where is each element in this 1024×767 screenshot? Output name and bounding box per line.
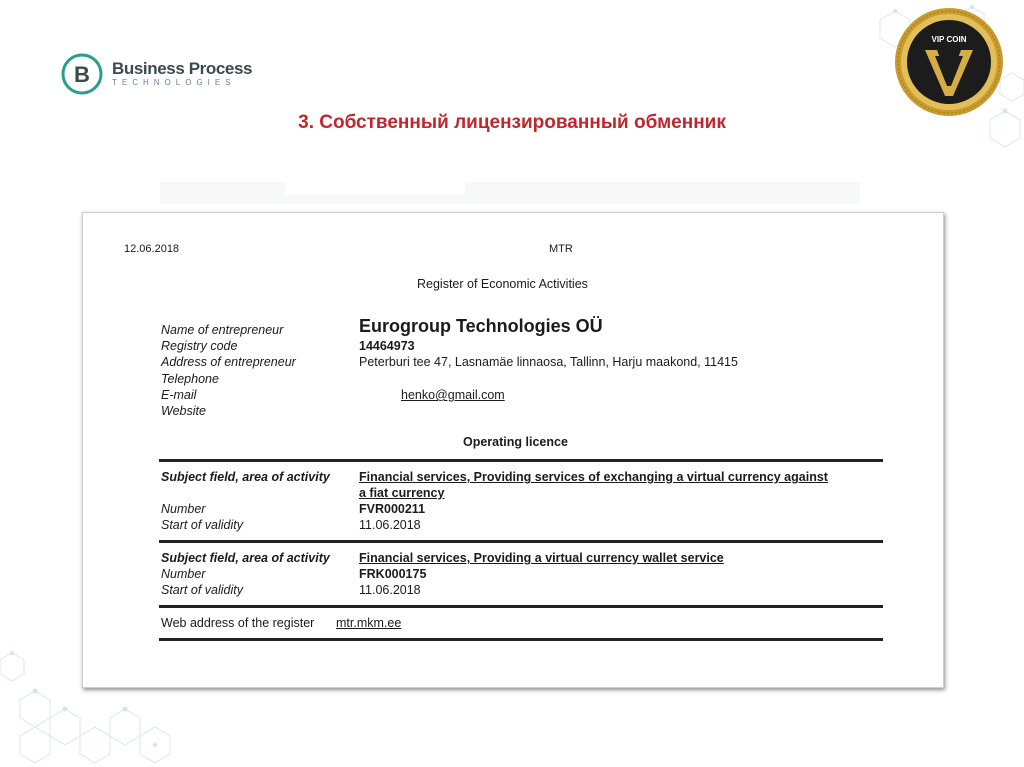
logo-b-icon	[60, 52, 104, 96]
document-agency: MTR	[549, 243, 573, 255]
entrepreneur-name: Eurogroup Technologies OÜ	[359, 316, 603, 336]
divider	[159, 638, 883, 641]
operating-licence-heading: Operating licence	[463, 435, 568, 449]
licence1-validity: 11.06.2018	[359, 518, 421, 532]
registry-code-value: 14464973	[359, 339, 415, 353]
logo-title: Business Process	[112, 59, 253, 78]
label-website: Website	[161, 404, 206, 418]
label-address: Address of entrepreneur	[161, 355, 296, 369]
coin-label: VIP COIN	[931, 35, 967, 44]
slide-title: 3. Собственный лицензированный обменник	[298, 112, 726, 133]
logo-subtitle: TECHNOLOGIES	[112, 78, 236, 87]
divider	[159, 540, 883, 543]
divider	[159, 459, 883, 462]
licence-document	[82, 212, 944, 688]
label-entrepreneur-name: Name of entrepreneur	[161, 323, 284, 337]
divider	[159, 605, 883, 608]
label-email: E-mail	[161, 388, 197, 402]
licence2-validity: 11.06.2018	[359, 583, 421, 597]
licence2-validity-label: Start of validity	[161, 583, 243, 597]
licence1-number-label: Number	[161, 502, 206, 516]
document-date: 12.06.2018	[124, 243, 180, 255]
register-title: Register of Economic Activities	[417, 277, 588, 291]
redaction-patch-bright	[285, 173, 465, 195]
email-link[interactable]: henko@gmail.com	[401, 388, 505, 402]
vip-coin-logo-icon	[893, 6, 1005, 118]
licence2-field-label: Subject field, area of activity	[161, 551, 330, 565]
licence1-field-label: Subject field, area of activity	[161, 470, 330, 484]
label-telephone: Telephone	[161, 372, 219, 386]
register-url-link[interactable]: mtr.mkm.ee	[336, 616, 402, 630]
label-registry-code: Registry code	[161, 339, 238, 353]
licence1-field-line2: a fiat currency	[359, 486, 445, 500]
logo-mark-letter: B	[74, 62, 90, 87]
redaction-patch	[160, 182, 860, 204]
licence2-number: FRK000175	[359, 567, 427, 581]
licence2-field-line1: Financial services, Providing a virtual currency wallet service	[359, 551, 724, 565]
licence2-number-label: Number	[161, 567, 206, 581]
register-url-label: Web address of the register	[161, 616, 315, 630]
licence1-number: FVR000211	[359, 502, 426, 516]
licence1-field-line1: Financial services, Providing services of exchanging a virtual currency against	[359, 470, 828, 484]
company-logo	[60, 52, 252, 96]
licence1-validity-label: Start of validity	[161, 518, 243, 532]
address-value: Peterburi tee 47, Lasnamäe linnaosa, Tallinn, Harju maakond, 11415	[359, 355, 738, 369]
